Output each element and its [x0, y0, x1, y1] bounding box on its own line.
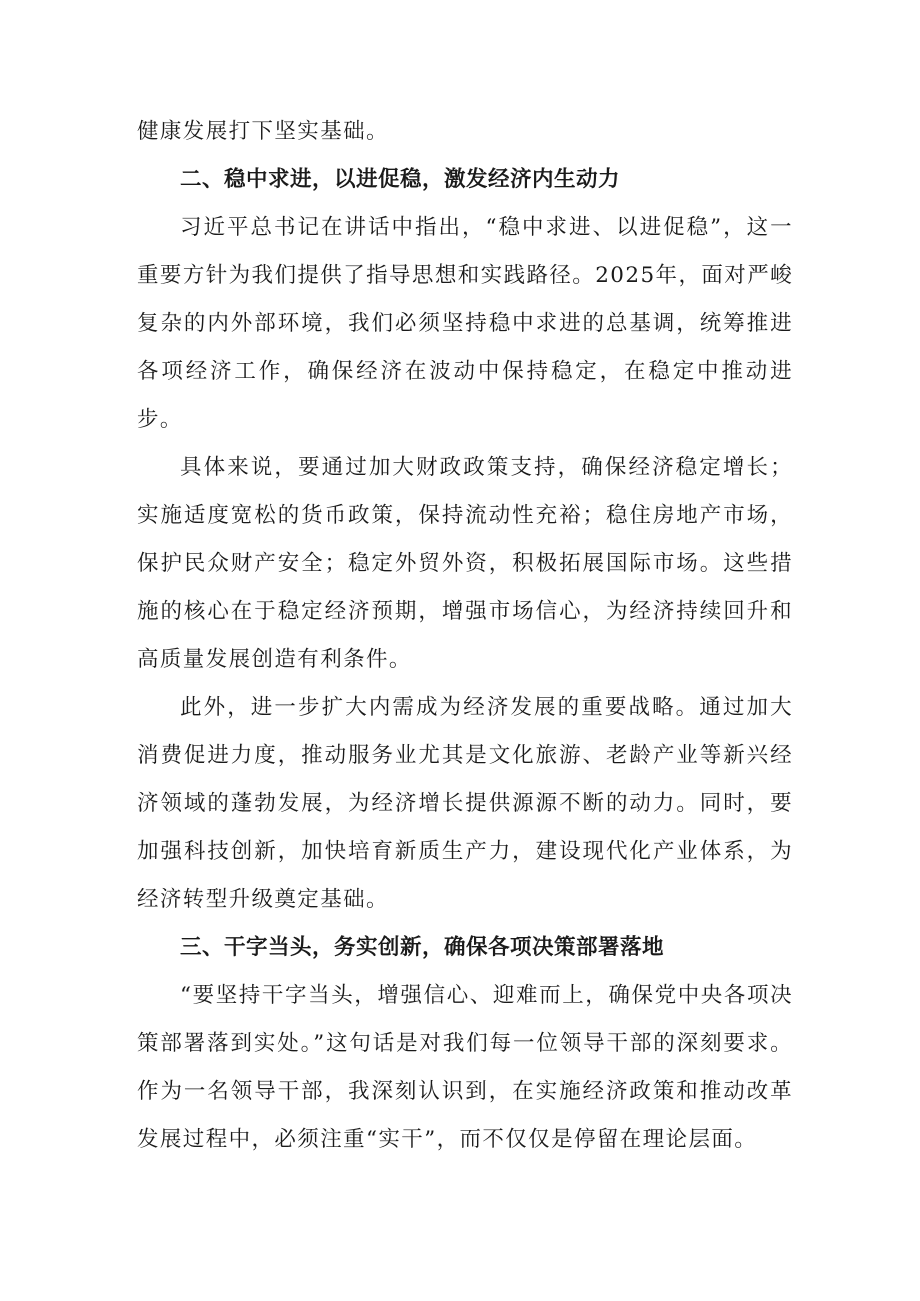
paragraph-domestic-demand: 此外，进一步扩大内需成为经济发展的重要战略。通过加大消费促进力度，推动服务业尤其是文化旅游、老龄产业等新兴经济领域的蓬勃发展，为经济增长提供源源不断的动力。同时，要加强科技创新，加快培育新质生产力，建设现代化产业体系，为经济转型升级奠定基础。 — [137, 695, 793, 912]
paragraph-steady-progress: 习近平总书记在讲话中指出，“稳中求进、以进促稳”，这一重要方针为我们提供了指导思想和实践路径。2025年，面对严峻复杂的内外部环境，我们必须坚持稳中求进的总基调，统筹推进各项经济工作，确保经济在波动中保持稳定，在稳定中推动进步。 — [137, 215, 793, 432]
section-heading-3: 三、干字当头，务实创新，确保各项决策部署落地 — [180, 935, 665, 960]
continued-paragraph: 健康发展打下坚实基础。 — [137, 119, 389, 144]
paragraph-specific-measures: 具体来说，要通过加大财政政策支持，确保经济稳定增长；实施适度宽松的货币政策，保持流动性充裕；稳住房地产市场，保护民众财产安全；稳定外贸外资，积极拓展国际市场。这些措施的核心在于稳定经济预期，增强市场信心，为经济持续回升和高质量发展创造有利条件。 — [137, 455, 793, 672]
section-heading-2: 二、稳中求进，以进促稳，激发经济内生动力 — [180, 167, 621, 192]
document-body — [137, 108, 793, 1164]
paragraph-hard-work: “要坚持干字当头，增强信心、迎难而上，确保党中央各项决策部署落到实处。”这句话是对我们每一位领导干部的深刻要求。作为一名领导干部，我深刻认识到，在实施经济政策和推动改革发展过程中，必须注重“实干”，而不仅仅是停留在理论层面。 — [137, 983, 793, 1152]
